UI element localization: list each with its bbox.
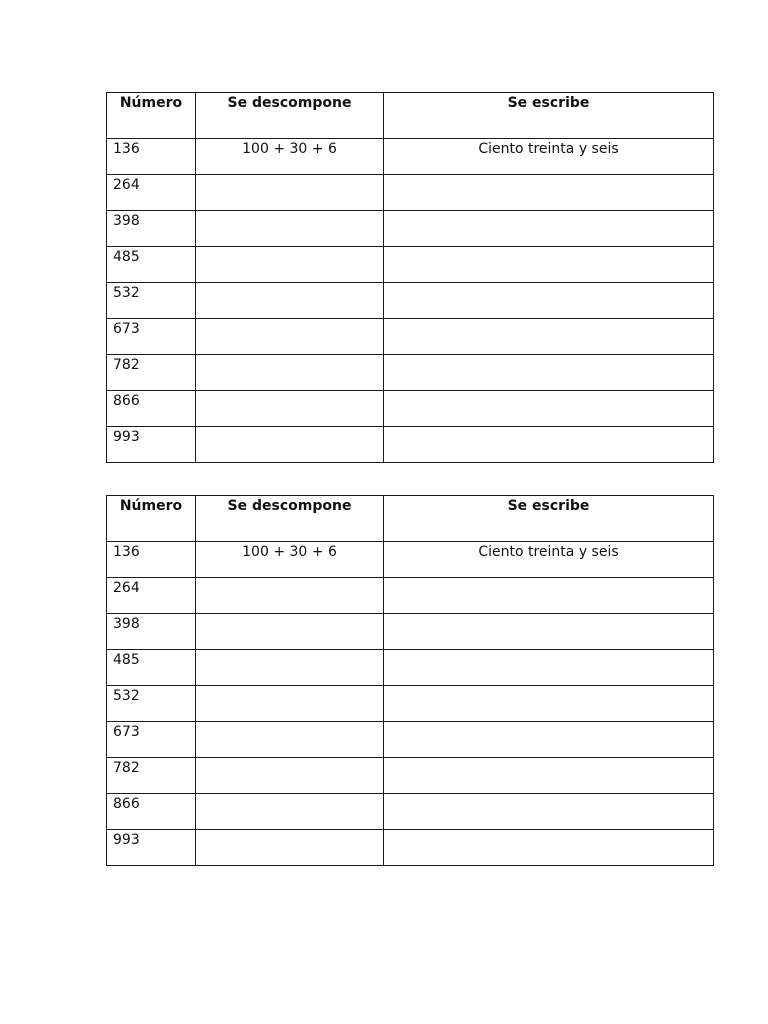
cell-write[interactable] [384, 830, 714, 866]
cell-number: 993 [107, 830, 196, 866]
header-row [107, 93, 714, 139]
header-decompose: Se descompone [196, 93, 384, 139]
cell-number: 136 [107, 139, 196, 175]
table-row [107, 139, 714, 175]
cell-write[interactable] [384, 686, 714, 722]
table-row [107, 542, 714, 578]
cell-write[interactable] [384, 391, 714, 427]
cell-number: 782 [107, 355, 196, 391]
cell-decompose[interactable] [196, 283, 384, 319]
table-row [107, 722, 714, 758]
cell-write[interactable] [384, 427, 714, 463]
cell-write[interactable]: Ciento treinta y seis [384, 139, 714, 175]
table-row [107, 211, 714, 247]
table-row [107, 614, 714, 650]
cell-write[interactable] [384, 758, 714, 794]
table-row [107, 391, 714, 427]
cell-write[interactable] [384, 319, 714, 355]
cell-decompose[interactable] [196, 427, 384, 463]
cell-decompose[interactable] [196, 758, 384, 794]
cell-number: 866 [107, 794, 196, 830]
cell-number: 673 [107, 722, 196, 758]
cell-write[interactable] [384, 578, 714, 614]
header-write: Se escribe [384, 496, 714, 542]
cell-write[interactable] [384, 650, 714, 686]
cell-write[interactable] [384, 355, 714, 391]
header-write: Se escribe [384, 93, 714, 139]
cell-number: 532 [107, 686, 196, 722]
table-row [107, 427, 714, 463]
cell-decompose[interactable] [196, 355, 384, 391]
cell-number: 485 [107, 247, 196, 283]
number-table-2 [106, 495, 714, 866]
cell-decompose[interactable]: 100 + 30 + 6 [196, 542, 384, 578]
cell-write[interactable]: Ciento treinta y seis [384, 542, 714, 578]
cell-decompose[interactable] [196, 722, 384, 758]
cell-decompose[interactable] [196, 319, 384, 355]
cell-write[interactable] [384, 722, 714, 758]
table-row [107, 175, 714, 211]
header-decompose: Se descompone [196, 496, 384, 542]
cell-write[interactable] [384, 794, 714, 830]
cell-decompose[interactable] [196, 614, 384, 650]
cell-number: 782 [107, 758, 196, 794]
cell-number: 398 [107, 614, 196, 650]
table-row [107, 830, 714, 866]
number-table-1 [106, 92, 714, 463]
cell-decompose[interactable]: 100 + 30 + 6 [196, 139, 384, 175]
cell-decompose[interactable] [196, 794, 384, 830]
header-number: Número [107, 496, 196, 542]
cell-decompose[interactable] [196, 830, 384, 866]
cell-number: 532 [107, 283, 196, 319]
table-row [107, 794, 714, 830]
cell-number: 264 [107, 175, 196, 211]
table-row [107, 578, 714, 614]
table-row [107, 758, 714, 794]
table-row [107, 650, 714, 686]
cell-decompose[interactable] [196, 578, 384, 614]
table-row [107, 355, 714, 391]
cell-decompose[interactable] [196, 247, 384, 283]
cell-number: 673 [107, 319, 196, 355]
table-row [107, 283, 714, 319]
cell-number: 264 [107, 578, 196, 614]
table-row [107, 319, 714, 355]
header-row [107, 496, 714, 542]
cell-decompose[interactable] [196, 211, 384, 247]
table-row [107, 686, 714, 722]
cell-decompose[interactable] [196, 686, 384, 722]
cell-decompose[interactable] [196, 650, 384, 686]
cell-decompose[interactable] [196, 391, 384, 427]
header-number: Número [107, 93, 196, 139]
cell-decompose[interactable] [196, 175, 384, 211]
cell-write[interactable] [384, 614, 714, 650]
cell-number: 993 [107, 427, 196, 463]
cell-number: 485 [107, 650, 196, 686]
cell-write[interactable] [384, 211, 714, 247]
cell-write[interactable] [384, 175, 714, 211]
cell-number: 866 [107, 391, 196, 427]
cell-number: 398 [107, 211, 196, 247]
cell-number: 136 [107, 542, 196, 578]
table-row [107, 247, 714, 283]
cell-write[interactable] [384, 283, 714, 319]
cell-write[interactable] [384, 247, 714, 283]
